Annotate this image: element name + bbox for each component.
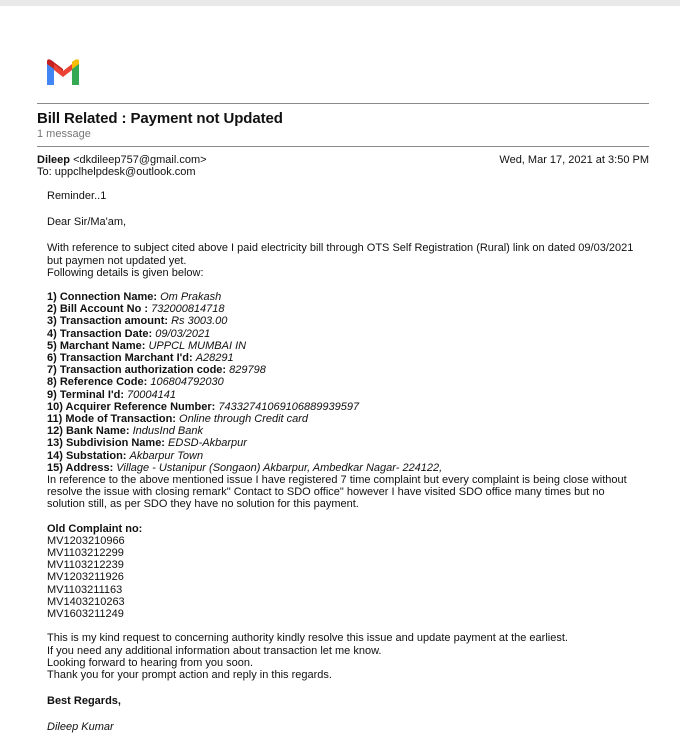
closing-line: If you need any additional information about transaction let me know. xyxy=(47,644,382,657)
detail-label: 6) Transaction Marchant I'd: xyxy=(47,352,193,365)
detail-row xyxy=(47,437,647,449)
complaint-number: MV1203210966 xyxy=(47,534,125,547)
sender-line xyxy=(37,154,207,166)
detail-label: 11) Mode of Transaction: xyxy=(47,413,176,426)
detail-label: 9) Terminal I'd: xyxy=(47,388,124,401)
detail-row xyxy=(47,340,647,352)
detail-row xyxy=(47,303,647,315)
top-bar xyxy=(0,0,680,6)
detail-label: 4) Transaction Date: xyxy=(47,327,153,340)
detail-label: 15) Address: xyxy=(47,461,114,474)
detail-label: 1) Connection Name: xyxy=(47,291,158,304)
detail-value: IndusInd Bank xyxy=(132,425,203,438)
detail-row xyxy=(47,413,647,425)
email-date: Wed, Mar 17, 2021 at 3:50 PM xyxy=(499,154,649,166)
intro-line: but paymen not updated yet. xyxy=(47,254,187,267)
closing-line: Thank you for your prompt action and reply in this regards. xyxy=(47,668,332,681)
detail-row xyxy=(47,364,647,376)
email-body xyxy=(47,190,647,734)
detail-value: 829798 xyxy=(229,364,266,377)
reminder-text: Reminder..1 xyxy=(47,190,107,202)
intro-line: Following details is given below: xyxy=(47,266,204,279)
detail-label: 13) Subdivision Name: xyxy=(47,437,165,450)
detail-value: EDSD-Akbarpur xyxy=(168,437,247,450)
detail-row xyxy=(47,352,647,364)
transaction-details xyxy=(47,291,647,474)
detail-label: 10) Acquirer Reference Number: xyxy=(47,400,216,413)
complaint-number: MV1103212299 xyxy=(47,547,124,560)
gmail-logo-icon xyxy=(45,58,81,85)
complaint-number: MV1203211926 xyxy=(47,571,124,584)
detail-label: 2) Bill Account No : xyxy=(47,303,149,316)
detail-value: 70004141 xyxy=(127,388,176,401)
old-complaint-heading: Old Complaint no: xyxy=(47,522,143,535)
closing-line: Looking forward to hearing from you soon. xyxy=(47,656,254,669)
detail-label: 12) Bank Name: xyxy=(47,425,130,438)
detail-value: Om Prakash xyxy=(160,291,222,304)
recipient-line: To: uppclhelpdesk@outlook.com xyxy=(37,166,196,178)
detail-row xyxy=(47,389,647,401)
complaint-text: In reference to the above mentioned issue I have registered 7 time complaint but every complaint is being close without xyxy=(47,474,627,487)
detail-label: 5) Marchant Name: xyxy=(47,339,146,352)
complaint-number: MV1103212239 xyxy=(47,559,124,572)
detail-row xyxy=(47,315,647,327)
detail-value: Online through Credit card xyxy=(179,413,309,426)
subject-divider xyxy=(37,146,649,147)
detail-row xyxy=(47,328,647,340)
detail-value: Village - Ustanipur (Songaon) Akbarpur, Ambedkar Nagar- 224122, xyxy=(116,461,443,474)
greeting: Dear Sir/Ma'am, xyxy=(47,216,127,229)
detail-value: 732000814718 xyxy=(151,303,225,316)
detail-label: 3) Transaction amount: xyxy=(47,315,169,328)
detail-value: 09/03/2021 xyxy=(155,327,211,340)
complaint-number: MV1403210263 xyxy=(47,595,125,608)
sender-email[interactable]: <dkdileep757@gmail.com> xyxy=(73,154,207,166)
detail-value: UPPCL MUMBAI IN xyxy=(148,339,247,352)
detail-value: Akbarpur Town xyxy=(129,449,204,462)
complaint-text: resolve the issue with closing remark" Contact to SDO office" however I have visited SDO office many times but no xyxy=(47,486,605,499)
header-divider xyxy=(37,103,649,104)
detail-label: 8) Reference Code: xyxy=(47,376,148,389)
detail-value: Rs 3003.00 xyxy=(171,315,228,328)
detail-row xyxy=(47,425,647,437)
detail-value: A28291 xyxy=(195,352,234,365)
detail-row xyxy=(47,462,647,474)
signature: Dileep Kumar xyxy=(47,721,114,734)
sender-name: Dileep xyxy=(37,154,71,166)
detail-label: 7) Transaction authorization code: xyxy=(47,364,227,377)
detail-value: 74332741069106889939597 xyxy=(218,400,360,413)
detail-row xyxy=(47,291,647,303)
message-count: 1 message xyxy=(37,128,91,140)
detail-value: 106804792030 xyxy=(150,376,224,389)
signoff: Best Regards, xyxy=(47,695,121,708)
complaint-text: solution still, as per SDO they have no solution for this payment. xyxy=(47,498,359,511)
closing-line: This is my kind request to concerning authority kindly resolve this issue and update payment at the earliest. xyxy=(47,632,568,645)
email-subject: Bill Related : Payment not Updated xyxy=(37,110,283,127)
detail-row xyxy=(47,401,647,413)
intro-line: With reference to subject cited above I paid electricity bill through OTS Self Registration (Rural) link on dated 09/03/2021 xyxy=(47,242,634,255)
detail-row xyxy=(47,450,647,462)
complaint-number: MV1103211163 xyxy=(47,583,123,596)
detail-row xyxy=(47,376,647,388)
complaint-number: MV1603211249 xyxy=(47,608,124,621)
detail-label: 14) Substation: xyxy=(47,449,127,462)
